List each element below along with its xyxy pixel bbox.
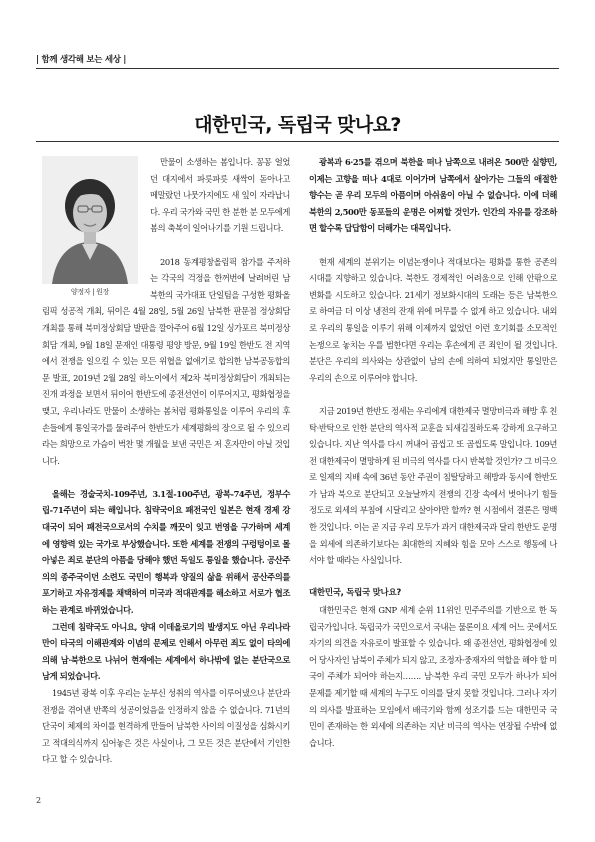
author-photo (42, 156, 138, 284)
paragraph: 현재 세계의 분위기는 이념논쟁이나 적대보다는 평화를 통한 공존의 시대를 지향하고 있습니다. 북한도 경제적인 어려움으로 인해 안팎으로 변화를 시도하고 있습니다. 21세기 정보화시대의 도래는 등은 남북한으로 하여금 더 이상 냉전의 잔재 위에 머무를 수 없게 하고 있습니다. 내외로 우리의 통일을 이루기 위해 이제까지 없었던 이런 호기회를 소모적인 논쟁으로 놓치는 우를 범한다면 우리는 후손에게 큰 죄인이 될 것입니다. 분단은 우리의 의사와는 상관없이 남의 손에 의하여 되었지만 통일만은 우리의 손으로 이루어야 합니다. (309, 256, 557, 383)
author-photo-block (42, 156, 142, 302)
paragraph-bold: 광복과 6·25를 겪으며 북한을 떠나 남쪽으로 내려온 500만 실향민, 이제는 고향을 떠나 4대로 이어가며 남쪽에서 살아가는 그들의 애절한 향수는 곧 우리 모두의 아픔이며 아쉬움이 아닐 수 없습니다. 이에 더해 북한의 2,500만 동포들의 운명은 어찌할 것인가. 인간의 자유를 강조하면 할수록 답답함이 더해가는 대목입니다. (309, 157, 557, 234)
paragraph: 2018 동계평창올림픽 참가를 주저하는 각국의 걱정을 한꺼번에 날려버린 남북한의 국가대표 단일팀을 구성한 평화올림픽 성공적 개최, 뒤이은 4월 28일, 5월 26일 남북한 판문점 정상회담 개최를 통해 북미정상회담 발판을 깔아주어 6월 12일 싱가포르 북미정상회담 개최, 9월 18일 문재인 대통령 평양 방문, 9월 19일 한반도 전 지역에서 전쟁을 일으킬 수 있는 모든 위협을 없애기로 합의한 남북공동합의문 발표, 2019년 2월 28일 하노이에서 제2차 북미정상회담이 개최되는 진개 과정을 보면서 뒤이어 한반도에 종전선언이 이루어지고, 평화협정을 맺고, 우리나라도 만물이 소생하는 봄처럼 평화통일을 이루어 우리의 후손들에게 통일국가를 물려주어 한반도가 세계평화의 장으로 될 수 있으리라는 희망으로 가슴이 벅찬 몇 개월을 보낸 국민은 저 혼자만이 아닐 것입니다. (42, 256, 290, 466)
article-title: 대한민국, 독립국 맞나요? (194, 114, 401, 136)
paragraph: 대한민국은 현재 GNP 세계 순위 11위인 민주주의를 기반으로 한 독립국가입니다. 독립국가 국민으로서 국내는 물론이요 세계 어느 곳에서도 자기의 의견을 자유로이 발표할 수 있습니다. 왜 종전선언, 평화협정에 있어 당사자인 남북이 주체가 되지 않고, 조정자·중재자의 역할을 해야 할 미국이 주체가 되어야 하는지……. 남·북한 우리 국민 모두가 하나가 되어 문제를 제기할 때 세계의 누구도 이의를 달지 못할 것입니다. 그러나 자기의 의사를 발표하는 모임에서 배극기와 함께 성조기를 드는 대한민국 국민이 존재하는 한 외세에 의존하는 지난 비극의 역사는 연장될 수밖에 없습니다. (309, 605, 557, 748)
section-label: | 함께 생각해 보는 세상 | (36, 55, 127, 65)
paragraph-gap (309, 237, 557, 254)
photo-caption: 양정자 | 원장 (70, 288, 110, 296)
page-number: 2 (36, 796, 42, 805)
paragraph-bold: 올해는 경술국치-109주년, 3.1절-100주년, 광복-74주년, 정부수립-71주년이 되는 해입니다. 침략국이요 패전국인 일본은 현재 경제 강대국이 되어 패전국으로서의 수치를 깨끗이 잊고 번영을 구가하며 세계에 영향력 있는 국가로 부상했습니다. 또한 세계를 전쟁의 구렁텅이로 몰아넣은 죄로 분단의 아픔을 당해야 했던 독일도 통일을 했습니다. 공산주의의 종주국이던 소련도 국민이 행복과 양질의 삶을 위해서 공산주의를 포기하고 자유경제를 채택하여 미국과 적대관계를 해소하고 서로가 협조하는 관계로 바뀌었습니다. (42, 488, 290, 616)
left-column (42, 154, 290, 768)
right-column (309, 154, 557, 751)
paragraph-gap (309, 386, 557, 403)
paragraph: 만물이 소생하는 봄입니다. 꽁꽁 얼었던 대지에서 파릇파릇 새싹이 돋아나고 메말랐던 나뭇가지에도 새 잎이 자라납니다. 우리 국가와 국민 한 분한 분 모두에게 봄의 축복이 일어나기를 기원 드립니다. (150, 157, 290, 234)
header-divider (36, 68, 559, 69)
portrait-image (42, 156, 138, 284)
paragraph-bold: 그런데 침략국도 아니요, 양대 이데올로기의 발생지도 아닌 우리나라만이 타국의 이해관계와 이념의 문제로 인해서 아무런 죄도 없이 타의에 의해 남·북한으로 나뉘어 현재에는 세계에서 하나밖에 없는 분단국으로 남게 되었습니다. (42, 621, 290, 682)
paragraph-gap (42, 469, 290, 486)
paragraph: 지금 2019년 한반도 정세는 우리에게 대한제국 멸망비극과 해방 후 친탁·반탁으로 인한 분단의 역사적 교훈을 되새김질하도록 강하게 요구하고 있습니다. 지난 역사를 다시 꺼내어 곱씹고 또 곱씹도록 말입니다. 109년전 대한제국이 멸망하게 된 비극의 역사를 다시 반복할 것인가? 그 비극으로 일제의 지배 속에 36년 동안 주권이 침탈당하고 해방과 동시에 한반도가 남과 북으로 분단되고 오늘날까지 전쟁의 긴장 속에서 벗어나기 힘들 정도로 외세의 부침에 시달리고 살아야만 할까? 현 시점에서 결론은 명백한 것입니다. 이는 곧 지금 우리 모두가 과거 대한제국과 달리 한반도 운명을 외세에 의존하기보다는 최대한의 지혜와 힘을 모아 스스로 행동에 나서야 할 때라는 사실입니다. (309, 405, 557, 566)
paragraph: 1945년 광복 이후 우리는 눈부신 성취의 역사를 이루어냈으나 분단과 전쟁을 겪어낸 반쪽의 성공이었음을 인정하지 않을 수 없습니다. 71년의 단국이 체제의 차이를 현격하게 만들어 남북한 사이의 이질성을 심화시키고 적대의식까지 심어놓은 것은 사실이나, 그 모든 것은 분단에서 기인한다고 할 수 있습니다. (42, 688, 290, 765)
title-divider (36, 141, 559, 142)
subsection-heading: 대한민국, 독립국 맞나요? (309, 588, 401, 599)
paragraph-gap (309, 569, 557, 586)
